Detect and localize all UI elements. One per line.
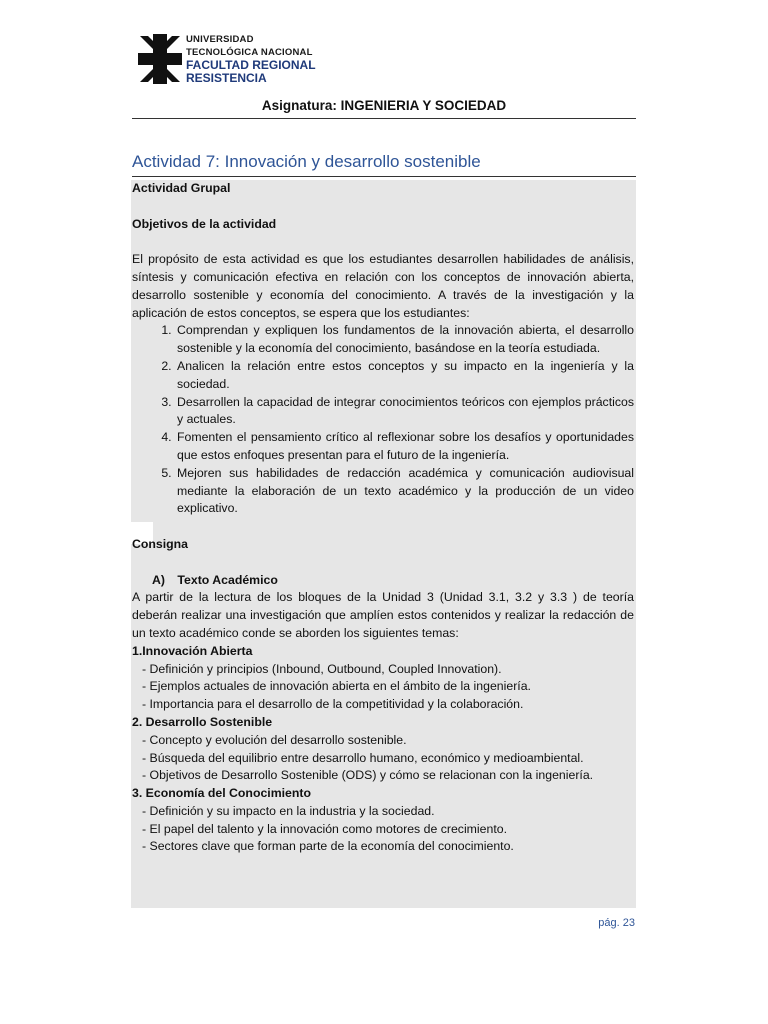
topic-bullet: - Definición y su impacto en la industria y la sociedad. — [142, 803, 435, 818]
topic-bullet: - Búsqueda del equilibrio entre desarrollo humano, económico y medioambiental. — [142, 750, 584, 765]
topic-bullet: - Importancia para el desarrollo de la competitividad y la colaboración. — [142, 697, 524, 712]
topic-bullet: - Sectores clave que forman parte de la economía del conocimiento. — [142, 839, 514, 854]
objective-item: 3. Desarrollen la capacidad de integrar conocimientos teóricos con ejemplos prácticos y actuales. — [175, 394, 634, 430]
header-divider — [132, 118, 636, 119]
objectives-heading: Objetivos de la actividad — [132, 216, 277, 231]
topic-title: 1.Innovación Abierta — [132, 643, 253, 658]
section-a-heading — [132, 572, 634, 590]
topic-bullet: - Objetivos de Desarrollo Sostenible (ODS) y cómo se relacionan con la ingeniería. — [142, 768, 594, 783]
objectives-intro: El propósito de esta actividad es que los estudiantes desarrollen habilidades de análisis, síntesis y comunicación efectiva en relación con los conceptos de innovación abierta, desarrollo sostenible y economía del conocimiento. A través de la investigación y la aplicación de estos conceptos, se espera que los estudiantes: — [132, 252, 634, 320]
topic-bullet: - Concepto y evolución del desarrollo sostenible. — [142, 732, 407, 747]
page-number: pág. 23 — [598, 917, 635, 929]
objectives-list — [132, 322, 634, 518]
university-line-2: TECNOLÓGICA NACIONAL — [186, 46, 313, 58]
activity-content — [131, 180, 636, 908]
section-a-intro: A partir de la lectura de los bloques de la Unidad 3 (Unidad 3.1, 3.2 y 3.3 ) de teoría deberán realizar una investigación que amplíen estos contenidos y realizar la redacción de un texto académico conde se aborden los siguientes temas: — [132, 590, 634, 640]
section-a-label: A) — [152, 572, 165, 587]
activity-title: Actividad 7: Innovación y desarrollo sostenible — [132, 150, 636, 177]
university-name — [186, 34, 316, 84]
objective-item: 2. Analicen la relación entre estos conceptos y su impacto en la ingeniería y la sociedad. — [175, 358, 634, 394]
utn-logo-icon — [138, 34, 182, 84]
section-a-title: Texto Académico — [177, 572, 278, 587]
topic-bullet: - Definición y principios (Inbound, Outbound, Coupled Innovation). — [142, 661, 502, 676]
topic-bullet: - Ejemplos actuales de innovación abierta en el ámbito de la ingeniería. — [142, 679, 531, 694]
consigna-heading: Consigna — [132, 536, 189, 551]
subject-label: Asignatura: INGENIERIA Y SOCIEDAD — [261, 98, 507, 113]
faculty-line-1: FACULTAD REGIONAL — [186, 58, 316, 72]
activity-type: Actividad Grupal — [132, 181, 231, 195]
objective-item: 5. Mejoren sus habilidades de redacción académica y comunicación audiovisual mediante la elaboración de un texto académico y la producción de un video explicativo. — [175, 465, 634, 518]
objective-item: 1. Comprendan y expliquen los fundamentos de la innovación abierta, el desarrollo sostenible y la economía del conocimiento, basándose en la teoría estudiada. — [175, 322, 634, 358]
university-line-1: UNIVERSIDAD — [186, 34, 254, 45]
faculty-line-2: RESISTENCIA — [186, 70, 267, 85]
objective-item: 4. Fomenten el pensamiento crítico al reflexionar sobre los desafíos y oportunidades que estos enfoques presentan para el futuro de la ingeniería. — [175, 429, 634, 465]
topic-title: 3. Economía del Conocimiento — [132, 786, 312, 801]
topic-title: 2. Desarrollo Sostenible — [132, 714, 273, 729]
topic-bullet: - El papel del talento y la innovación como motores de crecimiento. — [142, 821, 507, 836]
